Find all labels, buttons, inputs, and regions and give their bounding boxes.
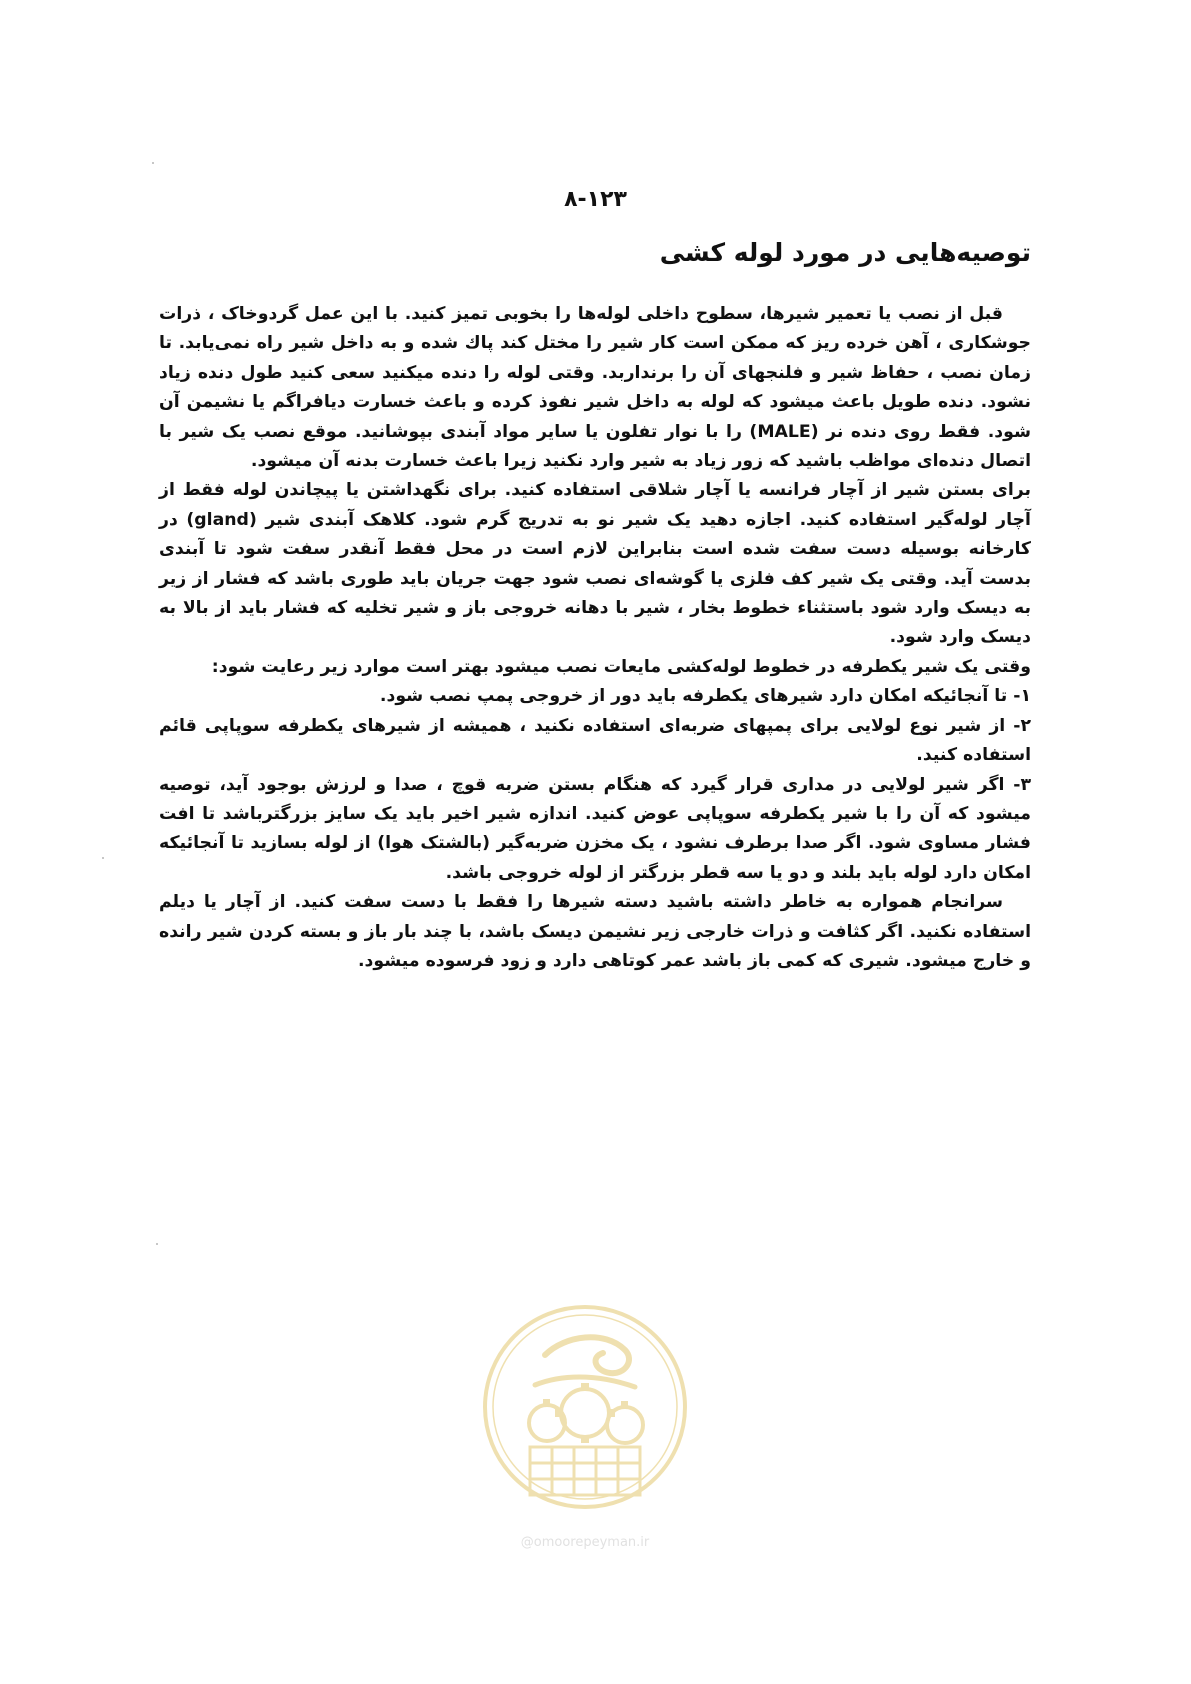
paragraph-cleaning: قبل از نصب یا تعمیر شیرها، سطوح داخلی لوله‌ها را بخوبی تمیز کنید. با این عمل گردوخاک ، ذرات جوشکاری ، آهن خرده ریز که ممکن است کار شیر را مختل کند پاك شده و به داخل شیر راه نمی‌یابد. تا زمان نصب ، حفاظ شیر و فلنجهای آن را برنداربد. وقتی لوله را دنده میکنید سعی کنید طول دنده زیاد نشود. دنده طویل باعث میشود که لوله به داخل شیر نفوذ کرده و باعث خسارت دیافراگم یا نشیمن آن شود. فقط روی دنده نر (MALE) را با نوار تفلون یا سایر مواد آبندی بپوشانید. موقع نصب یک شیر با اتصال دنده‌ای مواظب باشید که زور زیاد به شیر وارد نکنید زیرا باعث خسارت بدنه آن میشود.: [159, 304, 1031, 472]
list-item-2: ۲- از شیر نوع لولایی برای پمپهای ضربه‌ای استفاده نکنید ، همیشه از شیرهای یکطرفه سوپاپی قائم استفاده کنید.: [159, 715, 1031, 766]
scan-speck: [152, 162, 154, 164]
paragraph-check-valve-intro: وقتی یک شیر یکطرفه در خطوط لوله‌کشی مایعات نصب میشود بهتر است موارد زیر رعایت شود:: [211, 656, 1031, 677]
paragraph-conclusion: سرانجام همواره به خاطر داشته باشید دسته شیرها را فقط با دست سفت کنید. از آچار یا دیلم استفاده نکنید. اگر کثافت و ذرات خارجی زیر نشیمن دیسک باشد، با چند بار باز و بسته کردن شیر رانده و خارج میشود. شیری که کمی باز باشد عمر کوتاهی دارد و زود فرسوده میشود.: [159, 892, 1031, 971]
list-item-1: ۱- تا آنجائیکه امکان دارد شیرهای یکطرفه باید دور از خروجی پمپ نصب شود.: [379, 686, 1031, 707]
watermark-url: @omoorepeyman.ir: [520, 1535, 650, 1550]
section-title: توصیه‌هایی در مورد لوله کشی: [659, 238, 1031, 267]
paragraph-tightening: برای بستن شیر از آچار فرانسه یا آچار شلاقی استفاده کنید. برای نگهداشتن یا پیچاندن لوله فقط از آچار لوله‌گیر استفاده کنید. اجازه دهید یک شیر نو به تدریج گرم شود. کلاهک آبندی شیر (gland) در کارخانه بوسیله دست سفت شده است بنابراین لازم است در محل فقط آنقدر سفت شود تا آبندی بدست آید. وقتی یک شیر کف فلزی یا گوشه‌ای نصب شود جهت جریان باید طوری باشد که فشار از زیر به دیسک وارد شود باستثناء خطوط بخار ، شیر با دهانه خروجی باز و شیر تخلیه که فشار باید از بالا به دیسک وارد شود.: [159, 480, 1031, 648]
seal-icon: [475, 1295, 695, 1530]
page-number: ۸-۱۲۳: [564, 187, 627, 212]
scan-speck: [156, 1243, 158, 1245]
watermark-logo: [475, 1295, 695, 1575]
list-item-3: ۳- اگر شیر لولایی در مداری قرار گیرد که هنگام بستن ضربه قوچ ، صدا و لرزش بوجود آید، توصیه میشود که آن را با شیر یکطرفه سوپاپی عوض کنید. اندازه شیر اخیر باید یک سایز بزرگترباشد تا افت فشار مساوی شود. اگر صدا برطرف نشود ، یک مخزن ضربه‌گیر (بالشتک هوا) از لوله بسازید تا آنجائیکه امکان دارد لوله باید بلند و دو یا سه قطر بزرگتر از لوله خروجی باشد.: [159, 774, 1031, 883]
scan-speck: [102, 857, 104, 859]
body-text: [159, 300, 1031, 976]
